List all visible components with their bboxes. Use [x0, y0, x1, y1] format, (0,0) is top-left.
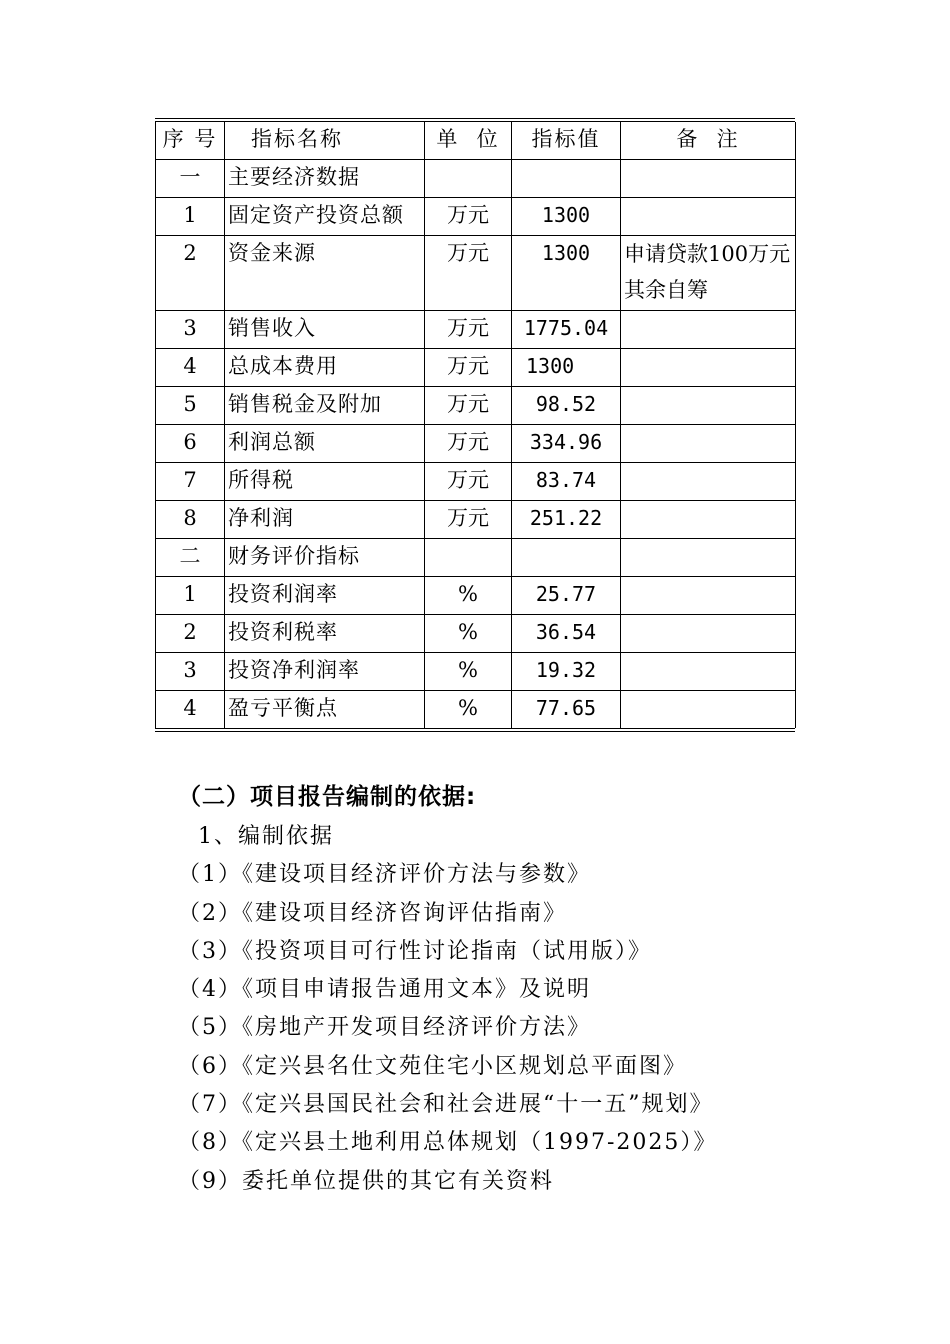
- row-idx: 一: [156, 160, 225, 198]
- table-row: [156, 653, 796, 691]
- header-value: 指标值: [512, 122, 621, 160]
- row-value: 1300: [512, 349, 621, 387]
- row-note: [621, 653, 796, 691]
- row-unit: %: [425, 691, 512, 729]
- row-note: [621, 198, 796, 236]
- row-value: 98.52: [512, 387, 621, 425]
- row-unit: %: [425, 615, 512, 653]
- row-name: 资金来源: [225, 236, 425, 311]
- list-item: （8）《定兴县土地利用总体规划（1997-2025）》: [178, 1130, 718, 1156]
- row-unit: [425, 160, 512, 198]
- row-value: [512, 539, 621, 577]
- header-note: 备 注: [621, 122, 796, 160]
- list-item: （2）《建设项目经济咨询评估指南》: [178, 900, 567, 926]
- row-note: [621, 160, 796, 198]
- row-unit: 万元: [425, 463, 512, 501]
- list-item: （6）《定兴县名仕文苑住宅小区规划总平面图》: [178, 1053, 687, 1079]
- row-name: 盈亏平衡点: [225, 691, 425, 729]
- header-name: 指标名称: [225, 122, 425, 160]
- row-value: 77.65: [512, 691, 621, 729]
- row-value: 334.96: [512, 425, 621, 463]
- row-note: [621, 349, 796, 387]
- row-name: 投资利润率: [225, 577, 425, 615]
- row-value: 25.77: [512, 577, 621, 615]
- row-unit: 万元: [425, 236, 512, 311]
- row-note: [621, 463, 796, 501]
- list-item: （4）《项目申请报告通用文本》及说明: [178, 977, 591, 1003]
- table-row: [156, 198, 796, 236]
- row-value: 83.74: [512, 463, 621, 501]
- section-heading: （二）项目报告编制的依据:: [178, 784, 477, 810]
- row-idx: 4: [156, 691, 225, 729]
- row-note: [621, 387, 796, 425]
- row-unit: 万元: [425, 425, 512, 463]
- row-idx: 1: [156, 577, 225, 615]
- row-name: 投资利税率: [225, 615, 425, 653]
- list-item: （1）《建设项目经济评价方法与参数》: [178, 862, 591, 888]
- table-row: [156, 425, 796, 463]
- row-name: 净利润: [225, 501, 425, 539]
- table-row: [156, 691, 796, 729]
- subheading: 1、编制依据: [198, 824, 334, 849]
- row-idx: 7: [156, 463, 225, 501]
- indicator-table: [155, 118, 795, 732]
- table-row: [156, 236, 796, 311]
- row-idx: 3: [156, 653, 225, 691]
- row-unit: 万元: [425, 349, 512, 387]
- row-value: 36.54: [512, 615, 621, 653]
- row-value: [512, 160, 621, 198]
- row-idx: 4: [156, 349, 225, 387]
- row-name: 固定资产投资总额: [225, 198, 425, 236]
- row-unit: 万元: [425, 311, 512, 349]
- row-idx: 2: [156, 236, 225, 311]
- list-item: （7）《定兴县国民社会和社会进展“十一五”规划》: [178, 1092, 714, 1118]
- row-name: 主要经济数据: [225, 160, 425, 198]
- row-note: [621, 615, 796, 653]
- row-unit: %: [425, 653, 512, 691]
- list-item: （3）《投资项目可行性讨论指南（试用版）》: [178, 938, 652, 964]
- row-idx: 1: [156, 198, 225, 236]
- row-value: 1300: [512, 236, 621, 311]
- row-note: [621, 539, 796, 577]
- row-idx: 5: [156, 387, 225, 425]
- row-unit: 万元: [425, 387, 512, 425]
- row-idx: 3: [156, 311, 225, 349]
- row-name: 财务评价指标: [225, 539, 425, 577]
- row-unit: %: [425, 577, 512, 615]
- row-note: 申请贷款100万元其余自筹: [621, 236, 796, 311]
- table-row: [156, 501, 796, 539]
- row-note: [621, 691, 796, 729]
- list-item: （9）委托单位提供的其它有关资料: [178, 1168, 554, 1194]
- row-name: 销售收入: [225, 311, 425, 349]
- row-idx: 二: [156, 539, 225, 577]
- table-header-row: [156, 122, 796, 160]
- table-row: [156, 539, 796, 577]
- row-name: 投资净利润率: [225, 653, 425, 691]
- row-value: 1300: [512, 198, 621, 236]
- list-item: （5）《房地产开发项目经济评价方法》: [178, 1015, 591, 1041]
- row-idx: 6: [156, 425, 225, 463]
- table-row: [156, 577, 796, 615]
- row-unit: [425, 539, 512, 577]
- row-note: [621, 425, 796, 463]
- row-name: 销售税金及附加: [225, 387, 425, 425]
- row-value: 19.32: [512, 653, 621, 691]
- row-note: [621, 311, 796, 349]
- table-row: [156, 349, 796, 387]
- row-value: 251.22: [512, 501, 621, 539]
- row-idx: 2: [156, 615, 225, 653]
- row-note: [621, 501, 796, 539]
- row-name: 总成本费用: [225, 349, 425, 387]
- basis-list: [178, 818, 717, 1201]
- row-idx: 8: [156, 501, 225, 539]
- row-value: 1775.04: [512, 311, 621, 349]
- header-idx: 序 号: [156, 122, 225, 160]
- row-name: 利润总额: [225, 425, 425, 463]
- table-row: [156, 615, 796, 653]
- table-row: [156, 463, 796, 501]
- table-row: [156, 311, 796, 349]
- row-unit: 万元: [425, 198, 512, 236]
- table-row: [156, 160, 796, 198]
- row-note: [621, 577, 796, 615]
- row-name: 所得税: [225, 463, 425, 501]
- row-unit: 万元: [425, 501, 512, 539]
- table-row: [156, 387, 796, 425]
- header-unit: 单 位: [425, 122, 512, 160]
